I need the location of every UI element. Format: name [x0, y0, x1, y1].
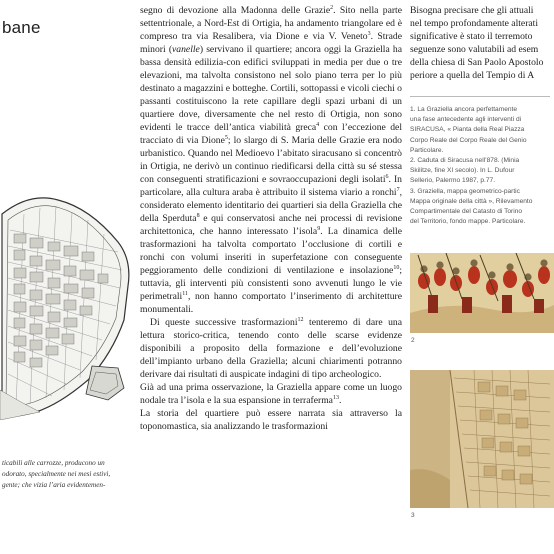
main-text-column [140, 4, 402, 433]
miniature-drawing [410, 253, 554, 333]
caption-line: gente; che vizia l’aria evidentemen- [2, 481, 106, 489]
footnote-line: 2. Caduta di Siracusa nell’878. (Minia [410, 157, 520, 165]
footnote-line: Skilitze, fine XI secolo). In L. Dufour [410, 167, 515, 175]
running-head: bane [2, 18, 41, 37]
caption-line: odorato, specialmente nei mesi estivi, [2, 470, 111, 478]
right-column [410, 4, 554, 227]
figure-number: 2 [411, 337, 415, 344]
footnote-line: Compartimentale del Catasto di Torino [410, 208, 523, 216]
footnote-line: 3. Graziella, mappa geometrico-partic [410, 187, 520, 195]
footnote-line: Particolare. [410, 146, 444, 154]
right-text-line: significative è stato il terremoto [410, 31, 533, 42]
body-paragraph: La storia del quartiere può essere narrata sia attraverso la toponomastica, sia analizzando le trasformazioni [140, 408, 402, 432]
right-text-line: periore a quella del Tempio di A [410, 70, 535, 81]
footnote-line: una fase antecedente agli interventi di [410, 116, 522, 124]
right-column-text [410, 4, 554, 82]
cadastral-map-drawing [410, 370, 554, 508]
footnote-line: Corpo Reale del Corpo Reale del Genio [410, 136, 527, 144]
cadastral-map-illustration [410, 370, 554, 508]
footnote-line: SIRACUSA, « Pianta della Real Piazza [410, 126, 525, 134]
body-paragraph: segno di devozione alla Madonna delle Grazie$^2$. Sito nella parte settentrionale, a Nord-Est di Ortigia, ha andamento triangolare ed è compreso tra via Resalibera, via Dione e via V. Veneto$^3$. Strade minori (vanelle) servivano il quartiere; ancora oggi la Graziella ha bassa densità edilizia-con edifici sviluppati in media per due o tre elevazioni, ma talvolta consistono nel solo piano terra per lo più destinato a magazzini e botteghe. Cortili, sottopassi e vicoli ciechi o passanti costituiscono la rete capillare degli spazi urbani di un quartiere dove, diversamente che nel resto di Ortigia, non sono evidenti le tracce dell’antica viabilità greca$^4$ con l’eccezione del tracciato di via Dione$^5$; lo slargo di S. Maria delle Grazie era nodo urbanistico. Quando nel Medioevo l’abitato siracusano si concentrò in Ortigia, ne derivò un continuo riedificarsi della città su sé stessa con conseguenti stratificazioni e sovraoccupazioni degli isolati$^6$. In particolare, alla cultura araba è attribuito il sistema viario a ronchi$^7$, considerato elemento identitario dei quartieri sia della Graziella che della Sperduta$^8$ e qui conservatosi anche nei processi di revisione architettonica, che hanno interessato l’isola$^9$. La dinamica delle trasformazioni ha talvolta comportato l’occlusione di cortili e ronchi con volumi inseriti in superfetazione con conseguente peggioramento delle condizioni di ventilazione e insolazione$^{10}$; tuttavia, gli interventi più consistenti sono avvenuti lungo le vie perimetrali$^{11}$, non hanno comportato l’inserimento di architetture monumentali. [140, 4, 402, 315]
body-paragraph: Già ad una prima osservazione, la Graziella appare come un luogo nodale tra l’isola e la sua espansione in terraferma$^{13}$. [140, 382, 402, 406]
right-text-line: Bisogna precisare che gli attuali [410, 5, 534, 16]
footnote-line: del Territorio, fondo mappe. Particolare. [410, 218, 526, 226]
miniature-illustration [410, 253, 554, 333]
footnotes [410, 105, 554, 227]
right-text-line: seguenze sono valutabili ad esem [410, 44, 539, 55]
body-paragraph: Di queste successive trasformazioni$^{12}$ tenteremo di dare una lettura storico-critica, tenendo conto delle scarse evidenze disponibili a proposito della formazione e dell’evoluzione dell’impianto urbano della Graziella; alcuni chiarimenti potranno derivare dai risultati di auspicate indagini di tipo archeologico. [140, 316, 402, 380]
footnote-line: 1. La Graziella ancora perfettamente [410, 106, 518, 113]
right-text-line: nel tempo profondamente alterati [410, 18, 539, 29]
historic-map-drawing [0, 190, 134, 420]
footnote-rule [410, 96, 550, 97]
footnote-line: Sellerio, Palermo 1987, p.77. [410, 177, 496, 185]
footnote-line: Mappa originale della città », Rilevamento [410, 197, 533, 205]
map-caption [2, 458, 134, 491]
historic-map-figure [0, 190, 134, 420]
right-text-line: della chiesa di San Paolo Apostolo [410, 57, 544, 68]
figure-number: 3 [411, 512, 415, 519]
caption-line: ticabili alle carrozze, producono un [2, 459, 105, 467]
